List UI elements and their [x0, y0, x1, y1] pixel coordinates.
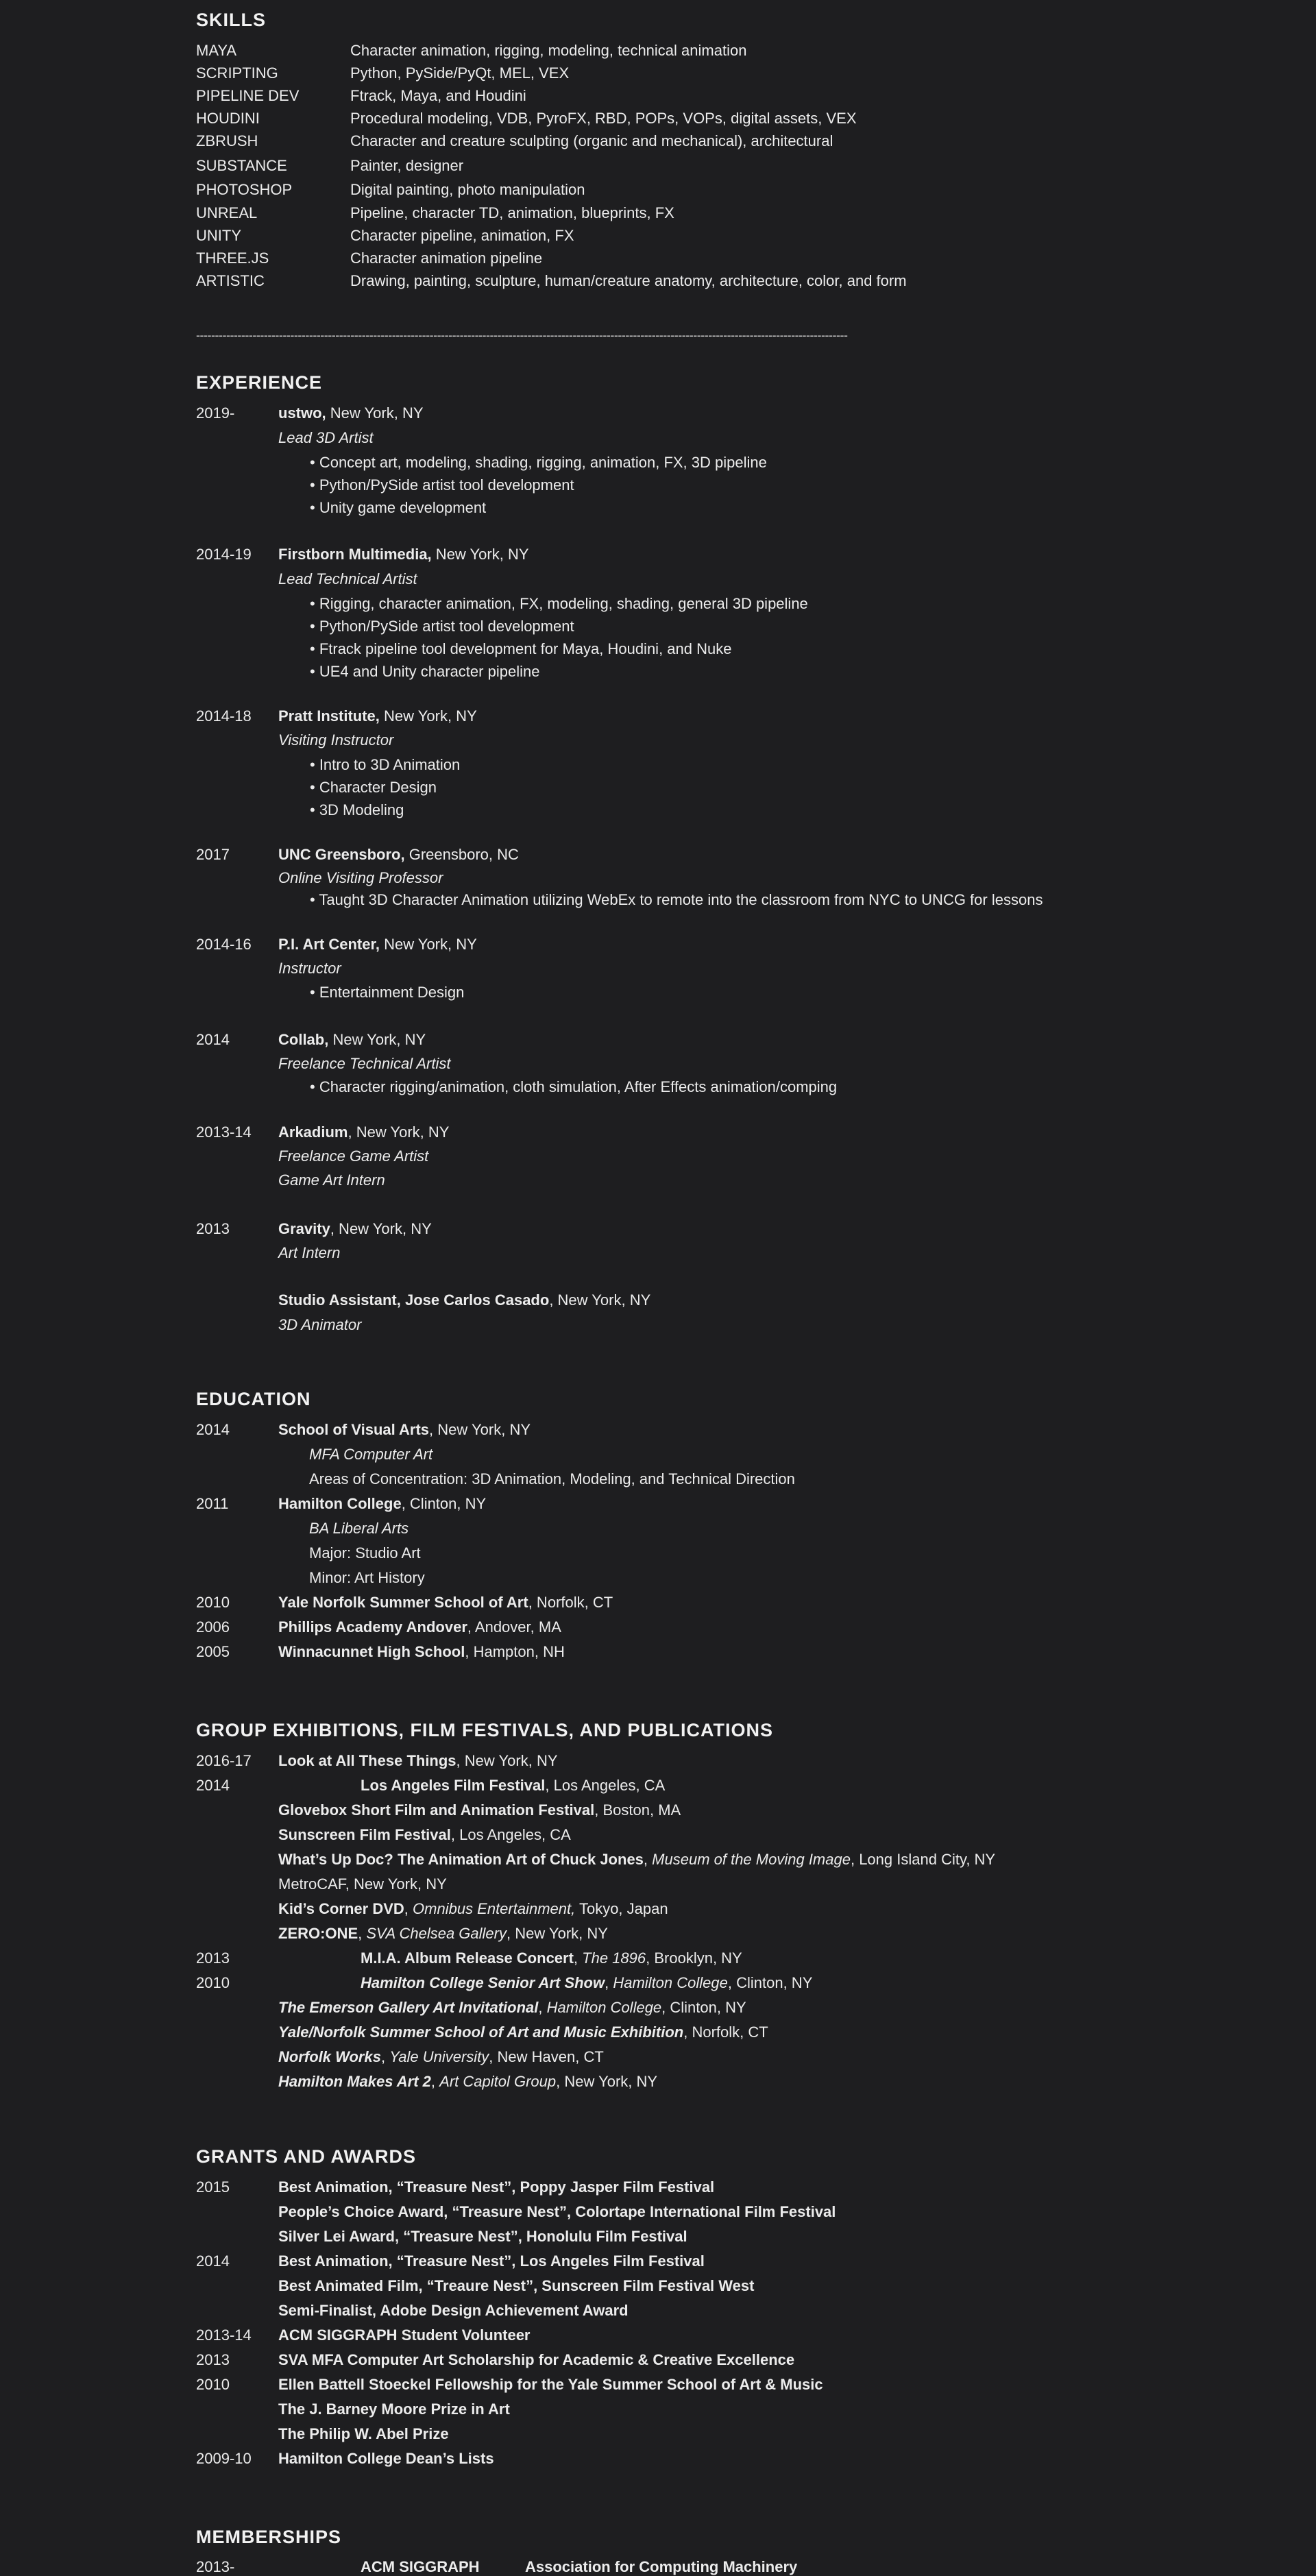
entry-bullet: • Ftrack pipeline tool development for Maya, Houdini, and Nuke — [310, 640, 732, 657]
skill-name: SUBSTANCE — [196, 157, 287, 174]
org-location: Greensboro, NC — [404, 846, 519, 863]
exhibition-location: , Brooklyn, NY — [646, 1949, 742, 1967]
membership-org: ACM SIGGRAPH — [361, 2558, 480, 2575]
entry-year: 2006 — [196, 1618, 230, 1636]
exhibition-title: Sunscreen Film Festival — [278, 1826, 451, 1843]
entry-year: 2010 — [196, 1594, 230, 1611]
separator: , — [380, 2048, 390, 2065]
entry-role: Game Art Intern — [278, 1171, 385, 1189]
exhibition-venue: The 1896 — [582, 1949, 646, 1967]
org-location: New York, NY — [379, 707, 477, 725]
separator: , — [404, 1900, 413, 1917]
entry-bullet: • Python/PySide artist tool development — [310, 476, 574, 494]
exhibition-text: MetroCAF, New York, NY — [278, 1875, 447, 1893]
entry-heading — [278, 1620, 561, 1635]
skill-desc: Python, PySide/PyQt, MEL, VEX — [350, 64, 570, 82]
entry-year: 2019- — [196, 404, 235, 422]
exhibition-title: Glovebox Short Film and Animation Festival — [278, 1801, 595, 1819]
exhibition-location: , New York, NY — [556, 2073, 658, 2090]
entry-year: 2015 — [196, 2178, 230, 2196]
entry-bullet: • UE4 and Unity character pipeline — [310, 663, 540, 680]
exhibition-location: , New York, NY — [456, 1752, 558, 1769]
school-name: Phillips Academy Andover — [278, 1618, 467, 1636]
skill-desc: Painter, designer — [350, 157, 464, 174]
exhibition-text — [361, 1778, 665, 1793]
entry-bullet: • Intro to 3D Animation — [310, 756, 461, 773]
org-location: New York, NY — [379, 936, 477, 953]
school-location: , Clinton, NY — [401, 1495, 487, 1512]
org-name: Gravity — [278, 1220, 330, 1237]
entry-heading — [278, 1293, 650, 1308]
entry-bullet: • Rigging, character animation, FX, modeling, shading, general 3D pipeline — [310, 595, 808, 612]
org-location: , New York, NY — [549, 1291, 651, 1309]
skill-name: THREE.JS — [196, 250, 269, 267]
award-text: Best Animation, “Treasure Nest”, Poppy Jasper Film Festival — [278, 2178, 715, 2196]
org-name: Pratt Institute, — [278, 707, 380, 725]
entry-role: Freelance Game Artist — [278, 1147, 429, 1165]
exhibition-location: , New York, NY — [506, 1925, 608, 1942]
skill-name: PIPELINE DEV — [196, 87, 300, 104]
org-name: P.I. Art Center, — [278, 936, 380, 953]
exhibition-title: Hamilton Makes Art 2 — [278, 2073, 431, 2090]
separator: , — [538, 1999, 547, 2016]
separator: , — [430, 2073, 440, 2090]
concentration: Areas of Concentration: 3D Animation, Modeling, and Technical Direction — [309, 1470, 795, 1487]
award-text: ACM SIGGRAPH Student Volunteer — [278, 2326, 531, 2344]
membership-full-name: Association for Computing Machinery — [525, 2558, 798, 2575]
skill-desc: Character and creature sculpting (organic and mechanical), architectural — [350, 132, 833, 149]
degree: MFA Computer Art — [309, 1446, 433, 1463]
exhibition-title: The Emerson Gallery Art Invitational — [278, 1999, 539, 2016]
entry-role: Art Intern — [278, 1244, 341, 1261]
exhibition-text — [278, 1901, 668, 1917]
award-text: Ellen Battell Stoeckel Fellowship for the Yale Summer School of Art & Music — [278, 2376, 823, 2393]
entry-heading — [278, 1222, 432, 1237]
entry-bullet: • Character rigging/animation, cloth simulation, After Effects animation/comping — [310, 1078, 838, 1095]
degree: BA Liberal Arts — [309, 1520, 409, 1537]
skill-name: ZBRUSH — [196, 132, 258, 149]
entry-heading — [278, 937, 477, 952]
entry-role: Lead 3D Artist — [278, 429, 374, 446]
school-name: Yale Norfolk Summer School of Art — [278, 1594, 528, 1611]
entry-year: 2014-16 — [196, 936, 252, 953]
entry-heading — [278, 1644, 565, 1660]
exhibition-venue: Yale University — [389, 2048, 489, 2065]
exhibition-text — [278, 2000, 746, 2015]
exhibition-text — [278, 2074, 657, 2089]
entry-year: 2013 — [196, 1949, 230, 1967]
entry-year: 2014-19 — [196, 546, 252, 563]
education-heading: EDUCATION — [196, 1389, 311, 1409]
entry-year: 2013-14 — [196, 2326, 252, 2344]
entry-year: 2014 — [196, 1777, 230, 1794]
entry-year: 2005 — [196, 1643, 230, 1660]
entry-year: 2014 — [196, 1421, 230, 1438]
entry-year: 2014 — [196, 2252, 230, 2270]
org-name: UNC Greensboro, — [278, 846, 405, 863]
entry-bullet: • Character Design — [310, 779, 437, 796]
skill-name: HOUDINI — [196, 110, 260, 127]
entry-heading — [278, 847, 519, 862]
skill-name: SCRIPTING — [196, 64, 278, 82]
award-text: People’s Choice Award, “Treasure Nest”, Colortape International Film Festival — [278, 2203, 836, 2220]
exhibition-title: What’s Up Doc? The Animation Art of Chuck Jones — [278, 1851, 644, 1868]
exhibition-venue: SVA Chelsea Gallery — [366, 1925, 507, 1942]
entry-year: 2013- — [196, 2558, 235, 2575]
section-divider: ----------------------------------------------------------------------------------------------------------------------------------------------------------------------------- — [196, 328, 848, 342]
skills-heading: SKILLS — [196, 10, 267, 30]
exhibition-text — [278, 1852, 995, 1867]
exhibition-text — [361, 1976, 812, 1991]
exhibition-location: , Long Island City, NY — [850, 1851, 996, 1868]
entry-year: 2013 — [196, 1220, 230, 1237]
award-text: The J. Barney Moore Prize in Art — [278, 2401, 510, 2418]
entry-heading — [278, 406, 424, 421]
exhibition-title: Los Angeles Film Festival — [361, 1777, 546, 1794]
exhibition-location: , Los Angeles, CA — [450, 1826, 571, 1843]
skill-name: ARTISTIC — [196, 272, 265, 289]
entry-year: 2014 — [196, 1031, 230, 1048]
entry-heading — [278, 1595, 613, 1610]
entry-heading — [278, 1032, 426, 1047]
award-text: Best Animation, “Treasure Nest”, Los Angeles Film Festival — [278, 2252, 705, 2270]
org-role: Studio Assistant — [278, 1291, 397, 1309]
school-location: , New York, NY — [429, 1421, 531, 1438]
exhibition-text — [278, 2025, 768, 2040]
exhibition-text — [278, 1827, 571, 1843]
entry-year: 2013-14 — [196, 1123, 252, 1141]
entry-year: 2014-18 — [196, 707, 252, 725]
entry-year: 2011 — [196, 1495, 229, 1512]
entry-role: Online Visiting Professor — [278, 869, 443, 886]
entry-heading — [278, 1496, 486, 1511]
exhibition-location: , Clinton, NY — [661, 1999, 746, 2016]
skill-desc: Character animation pipeline — [350, 250, 543, 267]
exhibition-venue: Art Capitol Group — [439, 2073, 557, 2090]
separator: , — [573, 1949, 583, 1967]
exhibition-venue: Museum of the Moving Image — [652, 1851, 851, 1868]
award-text: SVA MFA Computer Art Scholarship for Academic & Creative Excellence — [278, 2351, 795, 2368]
org-name: Firstborn Multimedia, — [278, 546, 432, 563]
org-name: Jose Carlos Casado — [405, 1291, 550, 1309]
skill-name: MAYA — [196, 42, 237, 59]
school-name: School of Visual Arts — [278, 1421, 430, 1438]
entry-year: 2009-10 — [196, 2450, 252, 2467]
entry-bullet: • Concept art, modeling, shading, rigging, animation, FX, 3D pipeline — [310, 454, 767, 471]
org-name: ustwo, — [278, 404, 326, 422]
separator: , — [396, 1291, 405, 1309]
exhibition-venue: Omnibus Entertainment, — [413, 1900, 576, 1917]
entry-bullet: • Entertainment Design — [310, 984, 465, 1001]
entry-role: 3D Animator — [278, 1316, 362, 1333]
entry-bullet: • Python/PySide artist tool development — [310, 618, 574, 635]
exhibition-title: Norfolk Works — [278, 2048, 381, 2065]
separator: , — [358, 1925, 367, 1942]
entry-role: Lead Technical Artist — [278, 570, 417, 587]
skill-desc: Character animation, rigging, modeling, technical animation — [350, 42, 747, 59]
exhibition-venue: Hamilton College — [546, 1999, 662, 2016]
entry-year: 2013 — [196, 2351, 230, 2368]
separator: , — [605, 1974, 613, 1991]
entry-year: 2010 — [196, 2376, 230, 2393]
exhibition-title: Hamilton College Senior Art Show — [361, 1974, 605, 1991]
exhibition-title: ZERO:ONE — [278, 1925, 358, 1942]
exhibition-location: , Los Angeles, CA — [545, 1777, 666, 1794]
org-location: New York, NY — [328, 1031, 426, 1048]
entry-role: Visiting Instructor — [278, 731, 394, 749]
skill-desc: Ftrack, Maya, and Houdini — [350, 87, 526, 104]
award-text: Best Animated Film, “Treaure Nest”, Sunscreen Film Festival West — [278, 2277, 755, 2294]
org-location: New York, NY — [326, 404, 424, 422]
skill-desc: Character pipeline, animation, FX — [350, 227, 574, 244]
exhibition-text — [278, 2050, 604, 2065]
exhibition-location: , New Haven, CT — [489, 2048, 604, 2065]
org-location: , New York, NY — [348, 1123, 450, 1141]
awards-heading: GRANTS AND AWARDS — [196, 2146, 417, 2167]
school-location: , Norfolk, CT — [528, 1594, 613, 1611]
exhibition-title: Look at All These Things — [278, 1752, 456, 1769]
exhibition-location: , Norfolk, CT — [683, 2024, 768, 2041]
exhibition-venue: Hamilton College — [613, 1974, 728, 1991]
entry-year: 2016-17 — [196, 1752, 252, 1769]
skill-name: UNREAL — [196, 204, 258, 221]
exhibition-title: Kid’s Corner DVD — [278, 1900, 404, 1917]
entry-heading — [278, 547, 529, 562]
entry-bullet: • 3D Modeling — [310, 801, 404, 818]
exhibition-text — [278, 1803, 681, 1818]
entry-year: 2010 — [196, 1974, 230, 1991]
school-name: Hamilton College — [278, 1495, 402, 1512]
school-name: Winnacunnet High School — [278, 1643, 465, 1660]
major: Major: Studio Art — [309, 1544, 421, 1562]
entry-bullet: • Taught 3D Character Animation utilizing WebEx to remote into the classroom from NYC to UNCG for lessons — [310, 891, 1043, 908]
skill-desc: Procedural modeling, VDB, PyroFX, RBD, POPs, VOPs, digital assets, VEX — [350, 110, 857, 127]
award-text: Semi-Finalist, Adobe Design Achievement Award — [278, 2302, 629, 2319]
experience-heading: EXPERIENCE — [196, 372, 323, 393]
skill-name: UNITY — [196, 227, 241, 244]
separator: , — [643, 1851, 653, 1868]
exhibitions-heading: GROUP EXHIBITIONS, FILM FESTIVALS, AND PUBLICATIONS — [196, 1720, 774, 1740]
award-text: Silver Lei Award, “Treasure Nest”, Honolulu Film Festival — [278, 2228, 687, 2245]
skill-name: PHOTOSHOP — [196, 181, 293, 198]
memberships-heading: MEMBERSHIPS — [196, 2527, 342, 2547]
entry-year: 2017 — [196, 846, 230, 863]
entry-heading — [278, 1125, 449, 1140]
org-location: New York, NY — [431, 546, 529, 563]
exhibition-location: , Boston, MA — [594, 1801, 681, 1819]
skill-desc: Digital painting, photo manipulation — [350, 181, 585, 198]
exhibition-location: Tokyo, Japan — [575, 1900, 668, 1917]
skill-desc: Pipeline, character TD, animation, blueprints, FX — [350, 204, 674, 221]
exhibition-text — [278, 1753, 558, 1769]
entry-role: Instructor — [278, 960, 341, 977]
exhibition-title: M.I.A. Album Release Concert — [361, 1949, 574, 1967]
org-location: , New York, NY — [330, 1220, 432, 1237]
exhibition-title: Yale/Norfolk Summer School of Art and Music Exhibition — [278, 2024, 684, 2041]
entry-heading — [278, 709, 477, 724]
entry-heading — [278, 1422, 531, 1437]
skill-desc: Drawing, painting, sculpture, human/creature anatomy, architecture, color, and form — [350, 272, 907, 289]
award-text: Hamilton College Dean’s Lists — [278, 2450, 494, 2467]
exhibition-text — [278, 1926, 608, 1941]
entry-bullet: • Unity game development — [310, 499, 487, 516]
minor: Minor: Art History — [309, 1569, 425, 1586]
entry-role: Freelance Technical Artist — [278, 1055, 451, 1072]
exhibition-location: , Clinton, NY — [727, 1974, 813, 1991]
org-name: Arkadium — [278, 1123, 348, 1141]
school-location: , Andover, MA — [467, 1618, 561, 1636]
school-location: , Hampton, NH — [465, 1643, 565, 1660]
org-name: Collab, — [278, 1031, 329, 1048]
award-text: The Philip W. Abel Prize — [278, 2425, 449, 2442]
exhibition-text — [361, 1951, 742, 1966]
